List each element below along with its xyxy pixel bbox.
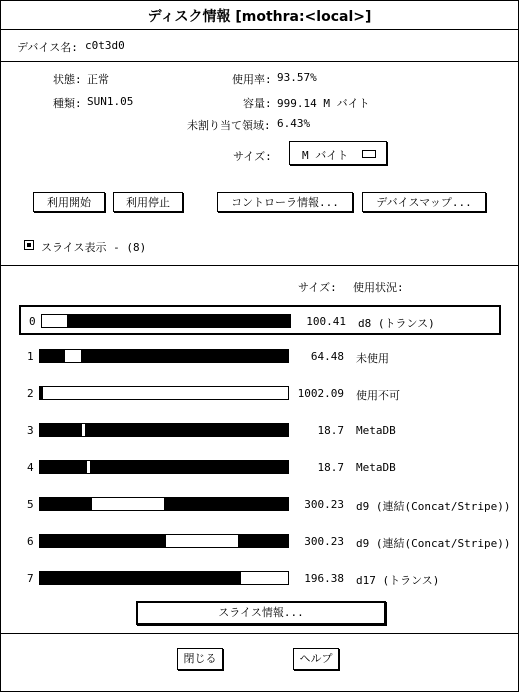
slice-usage-fill (81, 350, 288, 362)
slice-row[interactable] (19, 416, 501, 446)
device-name-value: c0t3d0 (85, 39, 125, 52)
slice-usage: d9 (連結(Concat/Stripe)) (356, 500, 511, 513)
unallocated-value: 6.43% (277, 117, 311, 130)
slice-size: 64.48 (310, 350, 344, 363)
size-unit-label: サイズ: (233, 150, 272, 163)
slice-usage-fill (40, 461, 87, 473)
slice-row[interactable] (19, 342, 501, 372)
slice-usage: 使用不可 (356, 389, 400, 402)
controller-info-button[interactable]: コントローラ情報... (217, 192, 353, 212)
slice-index: 1 (27, 350, 34, 363)
slice-usage-fill (90, 461, 288, 473)
type-label: 種類: (53, 97, 82, 110)
slice-size: 1002.09 (297, 387, 344, 400)
slice-size: 196.38 (304, 572, 344, 585)
status-value: 正常 (87, 73, 109, 86)
device-name-label: デバイス名: (17, 41, 78, 54)
slice-size: 18.7 (317, 424, 344, 437)
type-value: SUN1.05 (87, 95, 134, 108)
checkbox-check-icon (27, 243, 31, 247)
close-button[interactable]: 閉じる (177, 648, 223, 670)
usage-rate-label: 使用率: (232, 73, 272, 86)
slice-row[interactable] (19, 379, 501, 409)
slice-usage: d9 (連結(Concat/Stripe)) (356, 537, 511, 550)
slice-usage-header: 使用状況: (353, 281, 404, 294)
slice-usage-fill (40, 572, 241, 584)
slice-usage: MetaDB (356, 424, 396, 437)
title-bar (1, 1, 518, 30)
slice-index: 5 (27, 498, 34, 511)
usage-rate-value: 93.57% (277, 71, 317, 84)
slice-row[interactable] (19, 453, 501, 483)
capacity-label: 容量: (243, 97, 272, 110)
slice-row[interactable] (19, 305, 501, 335)
slice-usage-bar (39, 571, 289, 585)
slice-size: 300.23 (304, 498, 344, 511)
slice-row[interactable] (19, 490, 511, 520)
slice-index: 7 (27, 572, 34, 585)
slice-usage-bar (39, 386, 289, 400)
slice-index: 6 (27, 535, 34, 548)
slice-usage-fill (40, 387, 43, 399)
slice-index: 3 (27, 424, 34, 437)
slice-usage: d17 (トランス) (356, 574, 440, 587)
slice-size-header: サイズ: (298, 281, 337, 294)
slice-size: 100.41 (306, 315, 346, 328)
slice-usage-fill (40, 350, 65, 362)
divider (1, 265, 518, 266)
slice-display-checkbox[interactable] (24, 240, 34, 250)
slice-usage-fill (40, 535, 166, 547)
slice-usage-bar (39, 497, 289, 511)
divider (1, 633, 518, 634)
slice-display-label: スライス表示 - (8) (41, 241, 147, 254)
help-button[interactable]: ヘルプ (293, 648, 339, 670)
slice-usage-bar (39, 534, 289, 548)
slice-row[interactable] (19, 564, 501, 594)
window-title: ディスク情報 [mothra:<local>] (147, 9, 372, 25)
slice-usage-bar (41, 314, 291, 328)
slice-index: 0 (29, 315, 36, 328)
slice-index: 2 (27, 387, 34, 400)
device-map-button[interactable]: デバイスマップ... (362, 192, 486, 212)
divider (1, 61, 518, 62)
unallocated-label: 未割り当て領域: (187, 119, 271, 132)
status-label: 状態: (53, 73, 82, 86)
stop-use-button[interactable]: 利用停止 (113, 192, 183, 212)
slice-info-button[interactable]: スライス情報... (136, 601, 386, 625)
slice-usage-fill (238, 535, 288, 547)
slice-usage-fill (85, 424, 288, 436)
dropdown-arrow-icon (362, 150, 376, 158)
slice-usage-fill (164, 498, 288, 510)
slice-usage-fill (40, 498, 92, 510)
size-unit-value: M バイト (302, 149, 349, 162)
slice-usage-fill (67, 315, 290, 327)
slice-size: 300.23 (304, 535, 344, 548)
slice-usage: d8 (トランス) (358, 317, 435, 330)
slice-usage: 未使用 (356, 352, 389, 365)
slice-row[interactable] (19, 527, 511, 557)
slice-usage-fill (40, 424, 82, 436)
slice-usage-bar (39, 349, 289, 363)
start-use-button[interactable]: 利用開始 (33, 192, 105, 212)
slice-usage-bar (39, 423, 289, 437)
slice-size: 18.7 (317, 461, 344, 474)
size-unit-select[interactable] (289, 141, 387, 165)
slice-usage-bar (39, 460, 289, 474)
slice-usage: MetaDB (356, 461, 396, 474)
capacity-value: 999.14 M バイト (277, 97, 370, 110)
slice-index: 4 (27, 461, 34, 474)
